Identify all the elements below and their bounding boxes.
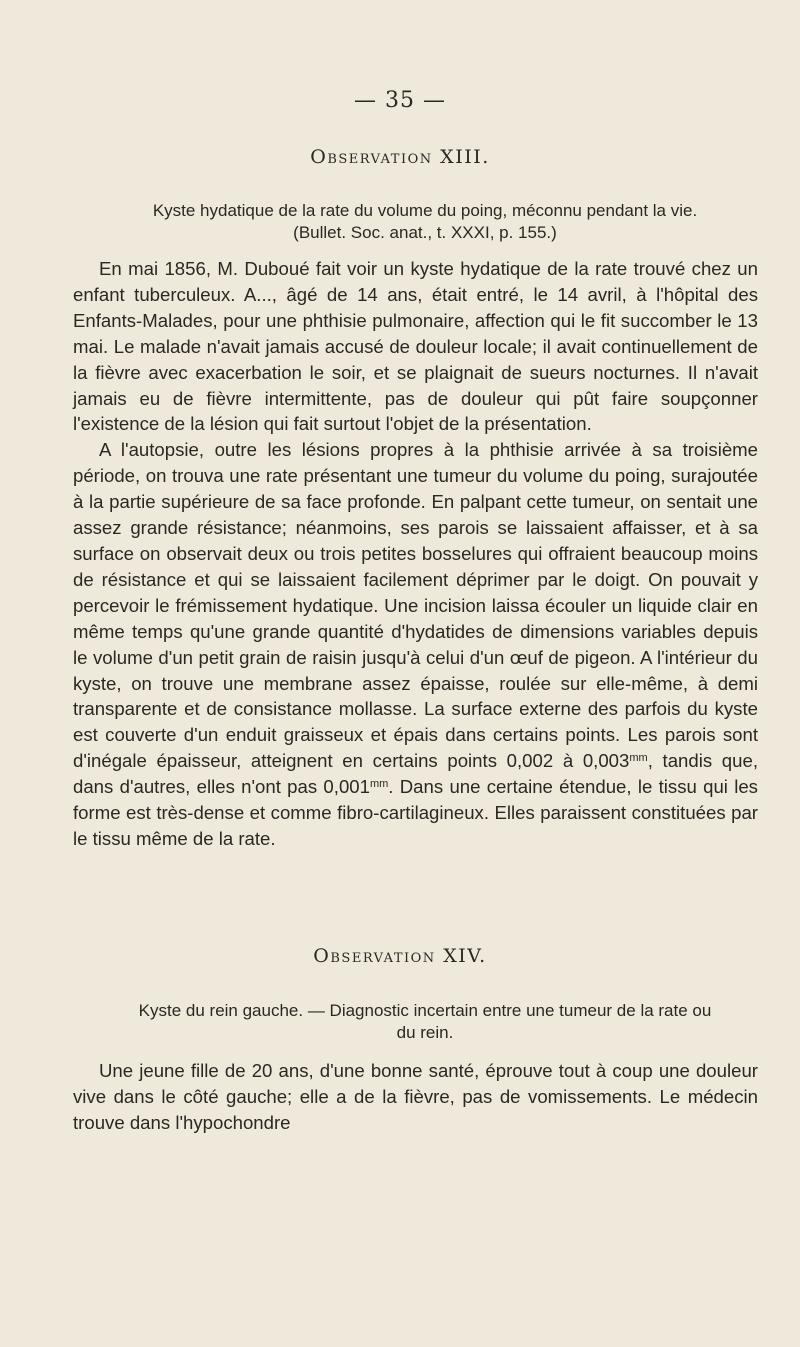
observation-13-summary-line1: Kyste hydatique de la rate du volume du poing, méconnu pendant la vie.	[152, 201, 698, 220]
observation-14-summary	[100, 1000, 750, 1044]
observation-13-summary	[100, 200, 750, 244]
observation-14-paragraph-1: Une jeune fille de 20 ans, d'une bonne santé, éprouve tout à coup une douleur vive dans le côté gauche; elle a de la fièvre, pas de vomissements. Le médecin trouve dans l'hypochondre	[73, 1060, 758, 1133]
observation-14-body	[73, 1058, 758, 1136]
observation-14-summary-line2: du rein.	[396, 1023, 454, 1042]
observation-13-paragraph-1: En mai 1856, M. Duboué fait voir un kyste hydatique de la rate trouvé chez un enfant tuberculeux. A..., âgé de 14 ans, était entré, le 14 avril, à l'hôpital des Enfants-Malades, pour une phthisie pulmonaire, affection qui le fit succomber le 13 mai. Le malade n'avait jamais accusé de douleur locale; il avait continuellement de la fièvre avec exacerbation le soir, et se plaignait de sueurs nocturnes. Il n'avait jamais eu de fièvre intermittente, pas de douleur qui pût faire soupçonner l'existence de la lésion qui fait surtout l'objet de la présentation.	[73, 258, 758, 435]
observation-13-paragraph-2	[73, 437, 758, 852]
observation-13-summary-source: (Bullet. Soc. anat., t. XXXI, p. 155.)	[293, 223, 557, 242]
observation-13-paragraph-2-part-b: , tandis que, dans d'autres, elles n'ont pas 0,001	[73, 750, 758, 798]
observation-13-title: Observation XIII.	[310, 146, 490, 168]
page-number: — 35 —	[354, 88, 446, 113]
observation-13-paragraph-2-part-a: A l'autopsie, outre les lésions propres à la phthisie arrivée à sa troisième période, on trouva une rate présentant une tumeur du volume du poing, surajoutée à la partie supérieure de sa face profonde. En palpant cette tumeur, on sentait une assez grande résistance; néanmoins, ses parois se laissaient affaisser, et à sa surface on observait deux ou trois petites bosselures qui offraient beaucoup moins de résistance et qui se laissaient facilement déprimer par le doigt. On pouvait y percevoir le frémissement hydatique. Une incision laissa écouler un liquide clair en même temps qu'une grande quantité d'hydatides de dimensions variables depuis le volume d'un petit grain de raisin jusqu'à celui d'un œuf de pigeon. A l'intérieur du kyste, on trouve une membrane assez épaisse, roulée sur elle-même, à demi transparente et de consistance mollasse. La surface externe des parfois du kyste est couverte d'un enduit graisseux et épais dans certains points. Les parois sont d'inégale épaisseur, atteignent en certains points 0,002 à 0,003	[73, 439, 758, 772]
unit-mm-superscript: mm	[369, 778, 389, 791]
observation-13-paragraph-2-part-c: . Dans une certaine étendue, le tissu qui les forme est très-dense et comme fibro-cartilagineux. Elles paraissent constituées par le tissu même de la rate.	[73, 776, 758, 849]
observation-14-title: Observation XIV.	[313, 945, 487, 967]
unit-mm-superscript: mm	[629, 752, 648, 765]
observation-14-summary-line1: Kyste du rein gauche. — Diagnostic incertain entre une tumeur de la rate ou	[138, 1001, 712, 1020]
observation-13-body	[73, 256, 758, 852]
